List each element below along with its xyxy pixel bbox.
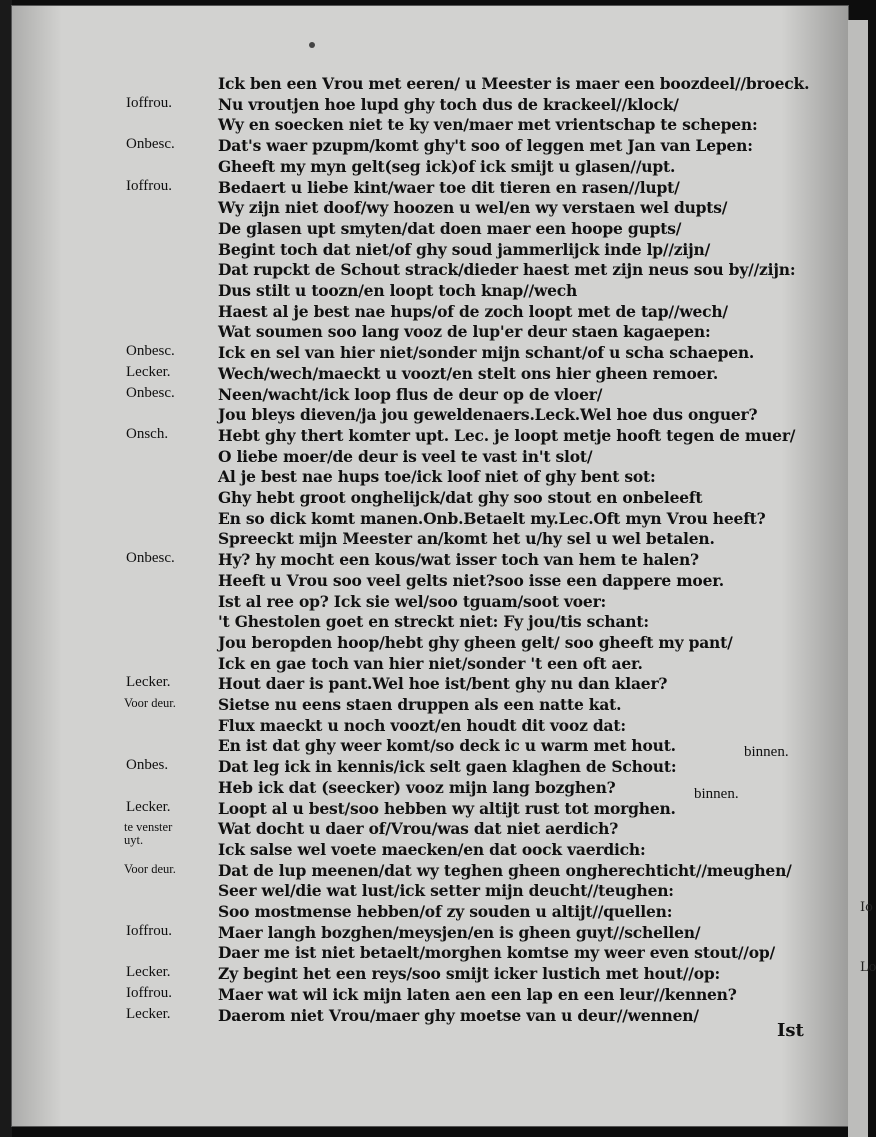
- verse-line: Nu vroutjen hoe lupd ghy toch dus de krackeel//klock/: [218, 94, 679, 114]
- verse-line: Loopt al u best/soo hebben wy altijt rust tot morghen.: [218, 798, 676, 818]
- verse-line: Ghy hebt groot onghelijck/dat ghy soo stout en onbeleeft: [218, 488, 703, 507]
- verse-line: O liebe moer/de deur is veel te vast in't slot/: [218, 446, 593, 466]
- stage-direction: binnen.: [744, 744, 789, 761]
- verse-line: Ist al ree op? Ick sie wel/soo tguam/soot voer:: [218, 591, 607, 611]
- verse-line: Hout daer is pant.Wel hoe ist/bent ghy nu dan klaer?: [218, 674, 668, 694]
- verse-line: Dat rupckt de Schout strack/dieder haest met zijn neus sou by//zijn:: [218, 260, 796, 280]
- binding-gutter: [0, 0, 12, 1137]
- verse-line: Zy begint het een reys/soo smijt icker lustich met hout//op:: [218, 964, 721, 984]
- verse-line: Soo mostmense hebben/of zy souden u altijt//quellen:: [218, 902, 673, 921]
- verse-line: Begint toch dat niet/of ghy soud jammerlijck inde lp//zijn/: [218, 239, 711, 259]
- verse-line: Seer wel/die wat lust/ick setter mijn deucht//teughen:: [218, 881, 674, 901]
- verse-line: Wy zijn niet doof/wy hoozen u wel/en wy verstaen wel dupts/: [218, 198, 728, 218]
- verse-line: Gheeft my myn gelt(seg ick)of ick smijt u glasen//upt.: [218, 156, 676, 176]
- verse-line: Al je best nae hups toe/ick loof niet of ghy bent sot:: [218, 467, 656, 487]
- verse-line: Spreeckt mijn Meester an/komt het u/hy sel u wel betalen.: [218, 529, 715, 549]
- verse-line: Dus stilt u toozn/en loopt toch knap//wech: [218, 281, 578, 300]
- verse-line: Neen/wacht/ick loop flus de deur op de vloer/: [218, 384, 603, 404]
- verse-line: 't Ghestolen goet en streckt niet: Fy jou/tis schant:: [218, 612, 649, 632]
- verse-line: Flux maeckt u noch voozt/en houdt dit vooz dat:: [218, 715, 626, 735]
- page-spot: [309, 42, 315, 48]
- speaker-label: Onsch.: [126, 425, 169, 442]
- verse-line: Maer wat wil ick mijn laten aen een lap en een leur//kennen?: [218, 984, 737, 1004]
- verse-line: En so dick komt manen.Onb.Betaelt my.Lec.Oft myn Vrou heeft?: [218, 508, 766, 528]
- speaker-label: te venster uyt.: [124, 820, 173, 848]
- speaker-label: Lecker.: [126, 964, 171, 981]
- verse-line: Hebt ghy thert komter upt. Lec. je loopt metje hooft tegen de muer/: [218, 425, 796, 445]
- book-page: [12, 6, 848, 1126]
- speaker-label: Ioffrou.: [126, 984, 172, 1001]
- verse-line: Haest al je best nae hups/of de zoch loopt met de tap//wech/: [218, 301, 728, 321]
- verse-line: Ick ben een Vrou met eeren/ u Meester is maer een boozdeel//broeck.: [218, 74, 810, 93]
- stage-direction: binnen.: [694, 785, 739, 802]
- edge-text: Lo: [860, 960, 876, 975]
- speaker-label: Voor deur.: [124, 861, 176, 876]
- verse-line: Ick en sel van hier niet/sonder mijn schant/of u scha schaepen.: [218, 343, 755, 363]
- speaker-label: Lecker.: [126, 798, 171, 815]
- verse-line: Dat de lup meenen/dat wy teghen gheen ongherechticht//meughen/: [218, 860, 792, 880]
- speaker-label: Onbesc.: [126, 550, 175, 567]
- verse-line: Wy en soecken niet te ky ven/maer met vrientschap te schepen:: [218, 115, 758, 135]
- verse-line: De glasen upt smyten/dat doen maer een hoope gupts/: [218, 218, 682, 238]
- edge-text: Io: [860, 900, 873, 915]
- verse-line: Dat leg ick in kennis/ick selt gaen klaghen de Schout:: [218, 757, 677, 777]
- verse-line: Sietse nu eens staen druppen als een natte kat.: [218, 695, 622, 714]
- verse-line: Wat soumen soo lang vooz de lup'er deur staen kagaepen:: [218, 322, 711, 342]
- speaker-label: Onbesc.: [126, 343, 175, 360]
- next-page-edge: [848, 20, 876, 1137]
- verse-line: Wech/wech/maeckt u voozt/en stelt ons hier gheen remoer.: [218, 363, 719, 383]
- verse-line: Jou bleys dieven/ja jou geweldenaers.Leck.Wel hoe dus onguer?: [218, 405, 758, 425]
- verse-line: Ick en gae toch van hier niet/sonder 't een oft aer.: [218, 653, 643, 673]
- verse-line: Ick salse wel voete maecken/en dat oock vaerdich:: [218, 839, 646, 859]
- speaker-label: Onbesc.: [126, 384, 175, 401]
- verse-line: Dat's waer pzupm/komt ghy't soo of leggen met Jan van Lepen:: [218, 136, 753, 156]
- verse-line: Wat docht u daer of/Vrou/was dat niet aerdich?: [218, 819, 619, 839]
- speaker-label: Lecker.: [126, 674, 171, 691]
- speaker-label: Ioffrou.: [126, 922, 172, 939]
- verse-line: Heeft u Vrou soo veel gelts niet?soo isse een dappere moer.: [218, 570, 724, 590]
- verse-line: En ist dat ghy weer komt/so deck ic u warm met hout.: [218, 736, 676, 756]
- verse-line: Bedaert u liebe kint/waer toe dit tieren en rasen//lupt/: [218, 177, 680, 197]
- verse-line: Hy? hy mocht een kous/wat isser toch van hem te halen?: [218, 550, 699, 570]
- verse-line: Maer langh bozghen/meysjen/en is gheen guyt//schellen/: [218, 922, 701, 942]
- verse-line: Jou beropden hoop/hebt ghy gheen gelt/ soo gheeft my pant/: [218, 632, 733, 652]
- speaker-label: Lecker.: [126, 363, 171, 380]
- verse-line: Daerom niet Vrou/maer ghy moetse van u deur//wennen/: [218, 1005, 699, 1025]
- speaker-label: Ioffrou.: [126, 94, 172, 111]
- speaker-label: Onbes.: [126, 757, 169, 774]
- catchword: Ist: [777, 1020, 804, 1041]
- verse-line: Heb ick dat (seecker) vooz mijn lang bozghen?: [218, 777, 616, 797]
- speaker-label: Ioffrou.: [126, 177, 172, 194]
- speaker-label: Voor deur.: [124, 696, 176, 710]
- speaker-label: Lecker.: [126, 1005, 171, 1022]
- verse-line: Daer me ist niet betaelt/morghen komtse my weer even stout//op/: [218, 943, 775, 963]
- speaker-label: Onbesc.: [126, 136, 175, 153]
